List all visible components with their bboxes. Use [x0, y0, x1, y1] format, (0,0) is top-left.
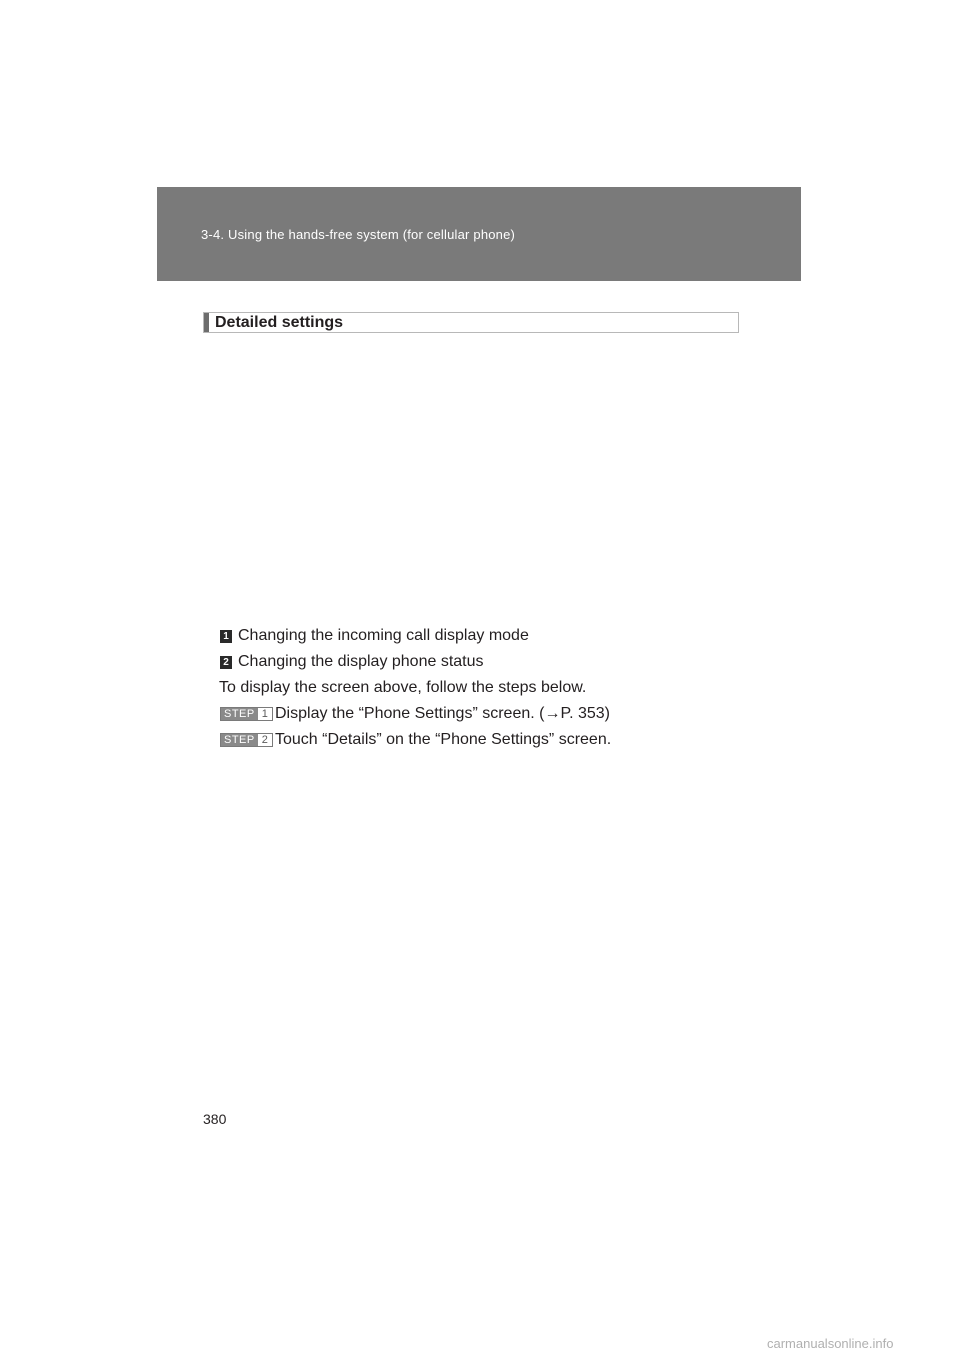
step-number: 2 [258, 734, 272, 746]
arrow-icon: → [544, 705, 561, 722]
section-title: Detailed settings [215, 314, 344, 331]
section-heading [203, 312, 739, 333]
step-1-text-before: Display the “Phone Settings” screen. ( [275, 705, 545, 722]
item-number-badge-2: 2 [220, 656, 232, 669]
item-text-2: Changing the display phone status [238, 653, 484, 670]
step-label: STEP [221, 708, 258, 720]
page-reference-link[interactable]: P. 353 [560, 705, 605, 722]
step-number: 1 [258, 708, 272, 720]
instructions-intro: To display the screen above, follow the steps below. [219, 679, 587, 696]
step-badge-2 [220, 733, 273, 747]
step-text-1 [275, 704, 610, 724]
step-label: STEP [221, 734, 258, 746]
item-number-badge-1: 1 [220, 630, 232, 643]
step-text-2: Touch “Details” on the “Phone Settings” screen. [275, 731, 612, 748]
step-badge-1 [220, 707, 273, 721]
chapter-header-band [157, 187, 801, 281]
step-1-text-after: ) [604, 705, 610, 722]
item-text-1: Changing the incoming call display mode [238, 627, 529, 644]
page-number: 380 [203, 1111, 227, 1127]
watermark: carmanualsonline.info [767, 1336, 894, 1351]
chapter-breadcrumb: 3-4. Using the hands-free system (for cellular phone) [201, 227, 516, 242]
section-accent-bar [204, 313, 209, 332]
